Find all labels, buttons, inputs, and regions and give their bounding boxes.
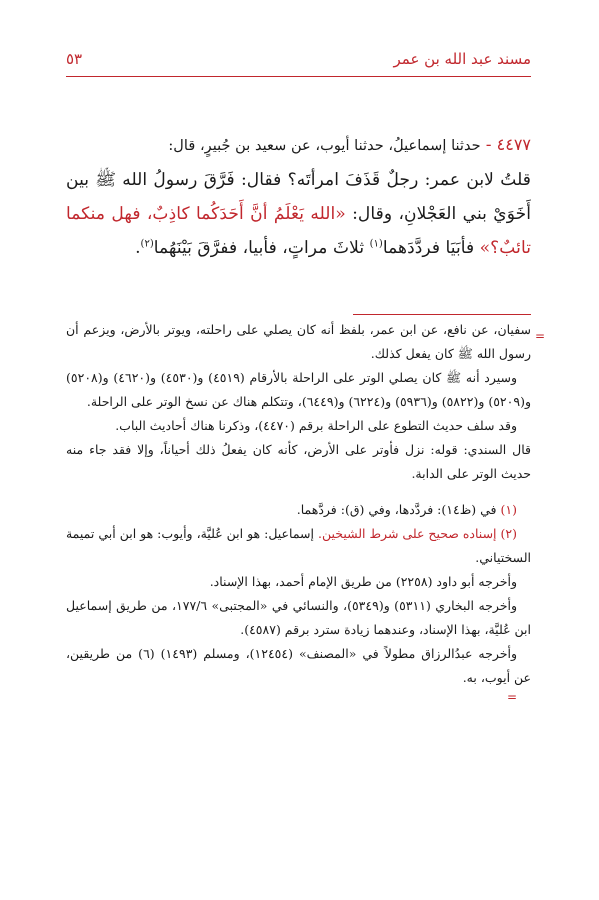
note-gap bbox=[66, 486, 531, 498]
note-paragraph: وقد سلف حديث التطوع على الراحلة برقم (٤٤٧٠)، وذكرنا هناك أحاديث الباب. bbox=[115, 418, 517, 433]
footnote-ref-2: (٢) bbox=[140, 238, 154, 250]
matn-part-1: قلتُ لابن عمر: رجلٌ قَذَفَ امرأتَه؟ فقال: فَرَّقَ رسولُ الله ﷺ بين أَخَوَيْ بني العَجْلانِ، وقال: bbox=[66, 170, 531, 224]
running-title: مسند عبد الله بن عمر bbox=[393, 50, 531, 68]
note-paragraph: وأخرجه البخاري (٥٣١١) و(٥٣٤٩)، والنسائي في «المجتبى» ١٧٧/٦، من طريق إسماعيل ابن عُليَّة، بهذا الإسناد، وعندهما زيادة سترد برقم (٤٥٨٧). bbox=[66, 598, 531, 637]
footnote-1-text: في (ظ١٤): فردَّدها، وفي (ق): فردَّهما. bbox=[296, 502, 501, 517]
footnote-1-label: (١) bbox=[500, 502, 517, 517]
prophet-saying: «الله يَعْلَمُ أنَّ أَحَدَكُما كاذِبٌ، فهل منكما تائبٌ؟» bbox=[66, 204, 531, 258]
note-paragraph: وسيرد أنه ﷺ كان يصلي الوتر على الراحلة بالأرقام (٤٥١٩) و(٤٥٣٠) و(٤٦٢٠) و(٥٢٠٨) و(٥٢٠٩) و(٥٨٢٢) و(٥٩٣٦) و(٦٢٢٤) و(٦٤٤٩)، وتتكلم هناك عن نسخ الوتر على الراحلة. bbox=[66, 370, 531, 409]
footnote-2 bbox=[66, 522, 531, 570]
note-paragraph: وأخرجه أبو داود (٢٢٥٨) من طريق الإمام أحمد، بهذا الإسناد. bbox=[209, 574, 517, 589]
matn-part-2: فأبَيَا فردَّدَهما bbox=[382, 238, 480, 258]
page-header bbox=[66, 48, 531, 77]
hadith-number: ٤٤٧٧ - bbox=[480, 135, 531, 154]
note-paragraph: قال السندي: قوله: نزل فأوتر على الأرض، كأنه كان يفعلُ ذلك أحياناً، وإلا فقد جاء منه حديث الوتر على الدابة. bbox=[66, 442, 531, 481]
hadith-text bbox=[66, 128, 531, 265]
page-number: ٥٣ bbox=[66, 50, 83, 68]
footnote-2-verdict: إسناده صحيح على شرط الشيخين. bbox=[317, 526, 501, 541]
note-continued: سفيان، عن نافع، عن ابن عمر، بلفظ أنه كان يصلي على راحلته، ويوتر بالأرض، ويزعم أن رسول الله ﷺ كان يفعل كذلك. bbox=[66, 322, 531, 361]
isnad-line bbox=[66, 128, 531, 163]
footnote-divider bbox=[353, 314, 531, 315]
isnad-text: حدثنا إسماعيلُ، حدثنا أيوب، عن سعيد بن جُبيرٍ، قال: bbox=[168, 137, 481, 154]
note-paragraph: وأخرجه عبدُالرزاق مطولاً في «المصنف» (١٢٤٥٤)، ومسلم (١٤٩٣) (٦) من طريقين، عن أيوب، به. bbox=[66, 646, 531, 685]
footnote-2-text: إسماعيل: هو ابن عُليَّة، وأيوب: هو ابن أبي تميمة السختياني. bbox=[65, 526, 531, 565]
end-marker: = bbox=[506, 690, 517, 704]
footnote-2-label: (٢) bbox=[500, 526, 517, 541]
matn-end: . bbox=[135, 238, 141, 258]
footnote-ref-1: (١) bbox=[369, 238, 383, 250]
footnote-1 bbox=[66, 498, 531, 522]
matn-part-3: ثلاثَ مراتٍ، فأبيا، ففرَّقَ بَيْنَهُما bbox=[153, 238, 370, 258]
footnotes bbox=[65, 318, 545, 704]
continuation-marker: = bbox=[534, 329, 545, 343]
matn-paragraph bbox=[66, 163, 531, 265]
